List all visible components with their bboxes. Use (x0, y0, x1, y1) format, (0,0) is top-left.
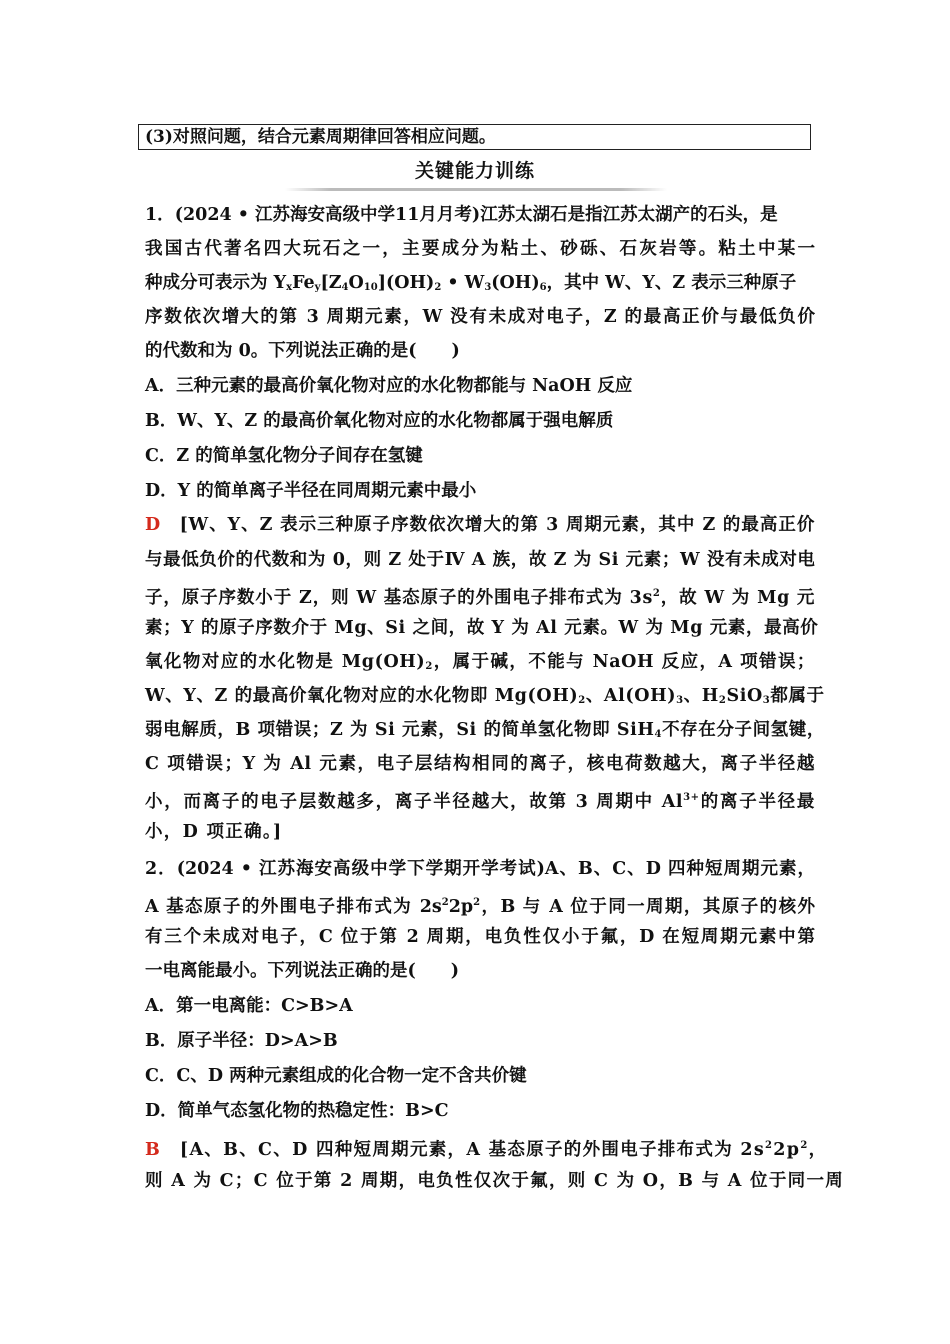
q1-explanation-7 (145, 713, 825, 747)
q1-formula-part: Fe (292, 273, 315, 293)
q1-exp-sup: 2 (652, 588, 661, 599)
q2-option-a: A．第一电离能：C>B>A (145, 996, 353, 1016)
q1-formula-part: 种成分可表示为 Y (145, 273, 287, 293)
q2-exp-text: [A、B、C、D 四种短周期元素，A 基态原子的外围电子排布式为 2s (161, 1140, 766, 1160)
q1-explanation-10: 小，D 项正确。] (145, 822, 283, 842)
q2-line-4: 一电离能最小。下列说法正确的是( ) (145, 961, 460, 981)
q2-number: 2． (145, 859, 177, 879)
q1-exp-text: 、Al(OH) (585, 686, 677, 706)
q2-line-3: 有三个未成对电子，C 位于第 2 周期，电负性仅小于氟，D 在短周期元素中第 (145, 927, 815, 947)
q1-answer-letter: D (145, 515, 161, 535)
q1-option-b: B．W、Y、Z 的最高价氧化物对应的水化物都属于强电解质 (145, 411, 614, 431)
q1-exp-text: W、Y、Z 的最高价氧化物对应的水化物即 Mg(OH) (145, 686, 579, 706)
q1-option-c: C．Z 的简单氢化物分子间存在氢键 (145, 446, 423, 466)
q1-exp-text: 不存在分子间氢键， (662, 720, 825, 740)
q2-stem-sup: 2 (473, 897, 481, 908)
q1-option-d: D．Y 的简单离子半径在同周期元素中最小 (145, 481, 477, 501)
section-title-underline (285, 188, 667, 191)
q2-exp-sup: 2 (800, 1140, 809, 1151)
q2-answer-letter: B (145, 1140, 162, 1160)
q1-formula-sub: 2 (434, 282, 442, 293)
q1-formula-sub: 6 (539, 282, 547, 293)
q1-source: (2024 • 江苏海安高级中学11月月考) (174, 205, 481, 225)
q1-explanation-6 (145, 679, 825, 713)
q1-exp-sup: 3+ (683, 792, 700, 803)
q1-line-3 (145, 266, 815, 300)
q1-exp-text: [W、Y、Z 表示三种原子序数依次增大的第 3 周期元素，其中 Z 的最高正价 (160, 515, 815, 535)
q2-option-b: B．原子半径：D>A>B (145, 1031, 338, 1051)
q2-line-2 (145, 886, 815, 920)
q1-explanation-8: C 项错误；Y 为 Al 元素，电子层结构相同的离子，核电荷数越大，离子半径越 (145, 754, 815, 774)
q1-formula-part: ](OH) (377, 273, 435, 293)
q1-explanation-4: 素；Y 的原子序数介于 Mg、Si 之间，故 Y 为 Al 元素。W 为 Mg 元素，最高价 (145, 618, 819, 638)
q1-exp-sub: 4 (654, 729, 663, 740)
q1-number: 1． (145, 205, 175, 225)
q1-explanation-3 (145, 577, 815, 611)
q1-explanation-1 (145, 508, 815, 542)
q2-explanation-1 (145, 1129, 828, 1163)
q1-line-1 (145, 198, 815, 232)
section-title: 关键能力训练 (414, 160, 535, 182)
q1-formula-sub: 3 (484, 282, 492, 293)
q2-explanation-2: 则 A 为 C；C 位于第 2 周期，电负性仅次于氟，则 C 为 O，B 与 A 位于同一周 (145, 1171, 845, 1191)
q2-exp-text: ， (808, 1140, 828, 1160)
q1-exp-text: 小，而离子的电子层数越多，离子半径越大，故第 3 周期中 Al (145, 792, 684, 812)
boxed-note: (3)对照问题，结合元素周期律回答相应问题。 (138, 124, 811, 150)
q1-exp-text: 都属于 (770, 686, 825, 706)
q1-formula-sub: x (286, 282, 293, 293)
q1-formula-sub: 10 (363, 282, 378, 293)
q1-formula-sub: 4 (341, 282, 349, 293)
q1-line-2: 我国古代著名四大玩石之一，主要成分为粘土、砂砾、石灰岩等。粘土中某一 (145, 239, 815, 259)
q1-exp-sub: 2 (578, 695, 586, 706)
q2-exp-text: 2p (773, 1140, 801, 1160)
q1-option-a: A．三种元素的最高价氧化物对应的水化物都能与 NaOH 反应 (145, 376, 633, 396)
q2-option-d: D．简单气态氢化物的热稳定性：B>C (145, 1101, 449, 1121)
q1-exp-text: 的离子半径最 (699, 792, 815, 812)
q1-exp-sub: 3 (676, 695, 684, 706)
q1-exp-text: ，故 W 为 Mg 元 (660, 588, 815, 608)
q1-explanation-9 (145, 781, 815, 815)
q1-stem-a: 江苏太湖石是指江苏太湖产的石头，是 (480, 205, 778, 225)
q1-exp-text: 、H (683, 686, 719, 706)
q1-formula-part: • W (441, 273, 485, 293)
q1-formula-part: [Z (320, 273, 342, 293)
q1-formula-part: ，其中 W、Y、Z 表示三种原子 (546, 273, 797, 293)
q2-line-1 (145, 852, 815, 886)
q1-explanation-2: 与最低负价的代数和为 0，则 Z 处于Ⅳ A 族，故 Z 为 Si 元素；W 没有未成对电 (145, 550, 816, 570)
q1-exp-text: 子，原子序数小于 Z，则 W 基态原子的外围电子排布式为 3s (145, 588, 653, 608)
q2-source: (2024 • 江苏海安高级中学下学期开学考试) (176, 859, 545, 879)
q1-exp-sub: 2 (718, 695, 727, 706)
q1-formula-sub: y (314, 282, 321, 293)
q1-formula-part: (OH) (491, 273, 540, 293)
q1-exp-sub: 2 (425, 661, 433, 672)
q1-exp-text: 弱电解质，B 项错误；Z 为 Si 元素，Si 的简单氢化物即 SiH (145, 720, 655, 740)
q1-explanation-5 (145, 645, 815, 679)
q2-exp-sup: 2 (765, 1140, 774, 1151)
q1-exp-text: SiO (726, 686, 763, 706)
q1-line-4: 序数依次增大的第 3 周期元素，W 没有未成对电子，Z 的最高正价与最低负价 (145, 307, 815, 327)
q2-stem-text: A 基态原子的外围电子排布式为 2s (145, 897, 442, 917)
q2-option-c: C．C、D 两种元素组成的化合物一定不含共价键 (145, 1066, 527, 1086)
q1-exp-text: 氧化物对应的水化物是 Mg(OH) (145, 652, 426, 672)
q2-stem-text: ，B 与 A 位于同一周期，其原子的核外 (480, 897, 815, 917)
q1-line-5: 的代数和为 0。下列说法正确的是( ) (145, 341, 460, 361)
q1-exp-text: ，属于碱，不能与 NaOH 反应，A 项错误； (432, 652, 815, 672)
q2-stem-sup: 2 (441, 897, 449, 908)
q2-stem-a: A、B、C、D 四种短周期元素， (544, 859, 815, 879)
q2-stem-text: 2p (448, 897, 474, 917)
q1-formula-part: O (348, 273, 364, 293)
q1-exp-sub: 3 (762, 695, 771, 706)
